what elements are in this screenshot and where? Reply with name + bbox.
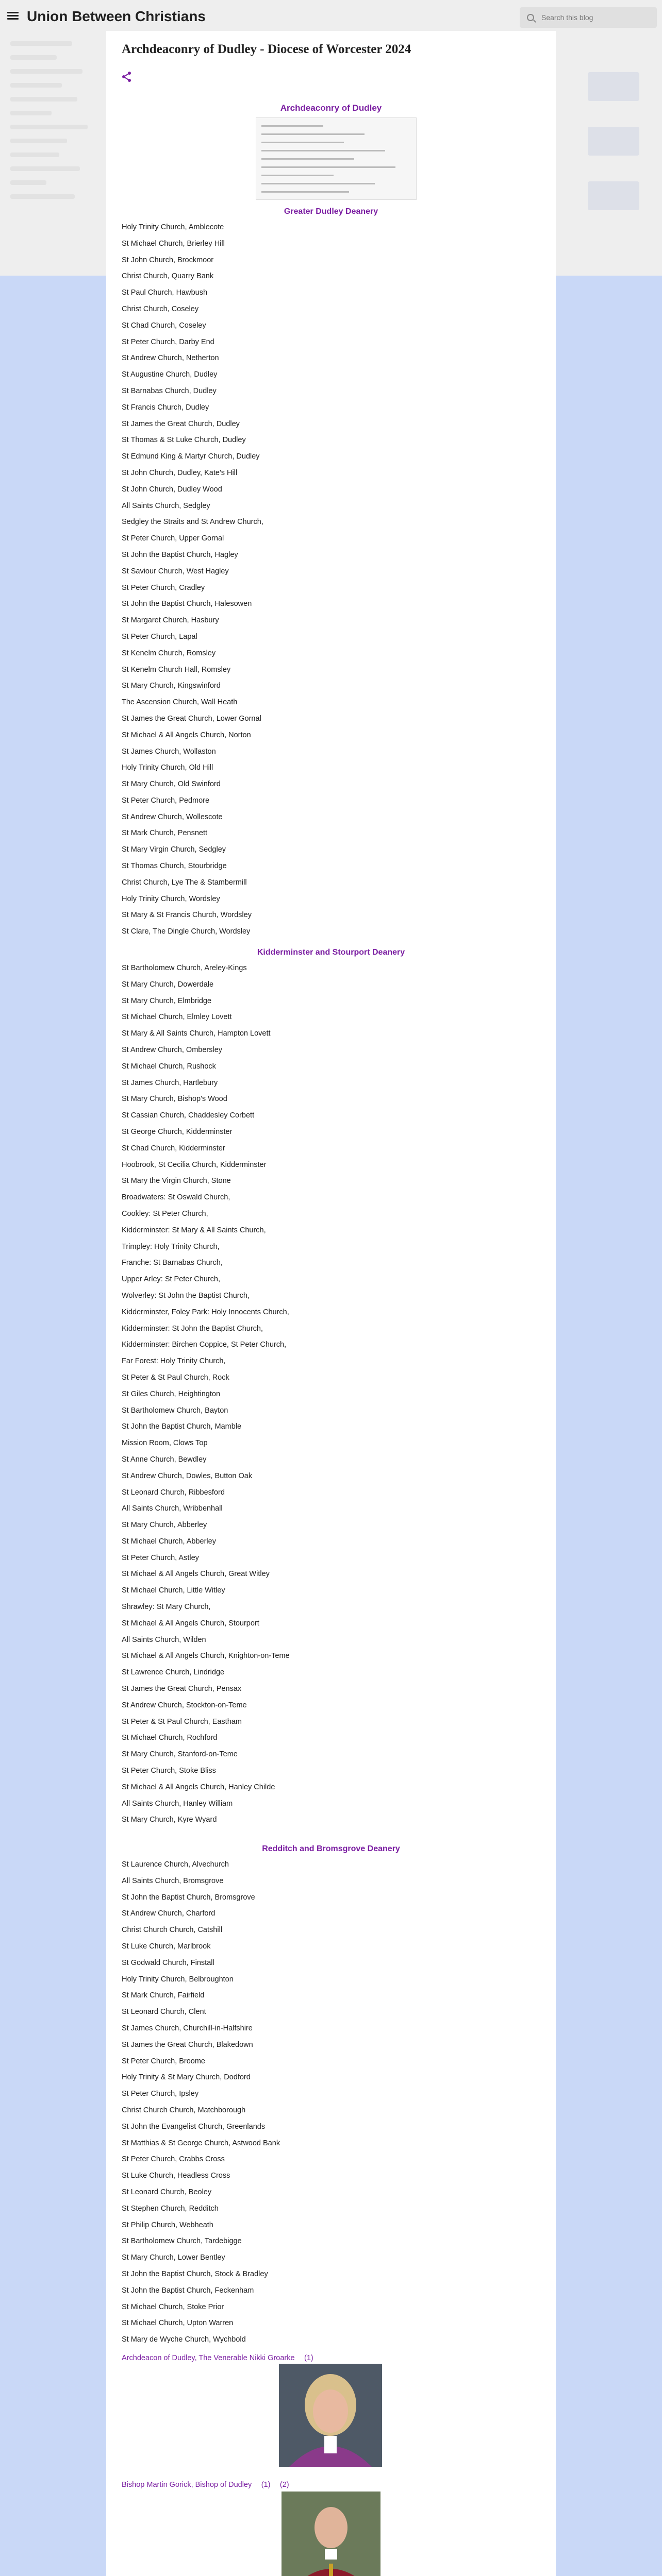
church-list-item: St Stephen Church, Redditch bbox=[122, 2204, 219, 2213]
share-icon[interactable] bbox=[122, 71, 132, 82]
church-list-item: St Luke Church, Marlbrook bbox=[122, 1942, 211, 1951]
church-list-item: St Mark Church, Fairfield bbox=[122, 1991, 205, 2000]
church-list-item: All Saints Church, Hanley William bbox=[122, 1799, 233, 1808]
church-list-item: St Cassian Church, Chaddesley Corbett bbox=[122, 1111, 255, 1120]
church-list-item: St Peter Church, Ipsley bbox=[122, 2090, 199, 2098]
bishop-link[interactable]: Bishop Martin Gorick, Bishop of Dudley bbox=[122, 2481, 252, 2489]
bishop-ref-2[interactable]: (2) bbox=[279, 2481, 289, 2489]
church-list-item: Broadwaters: St Oswald Church, bbox=[122, 1193, 230, 1202]
search-input[interactable] bbox=[541, 13, 644, 22]
church-list-item: St Michael Church, Rochford bbox=[122, 1734, 218, 1742]
church-list-item: St James the Great Church, Lower Gornal bbox=[122, 714, 261, 723]
church-list-item: St Thomas & St Luke Church, Dudley bbox=[122, 436, 246, 445]
church-list-item: Kidderminster: St John the Baptist Church, bbox=[122, 1324, 263, 1333]
church-list-item: Wolverley: St John the Baptist Church, bbox=[122, 1291, 250, 1300]
church-list-item: St Kenelm Church Hall, Romsley bbox=[122, 665, 231, 674]
church-list-item: St Michael Church, Elmley Lovett bbox=[122, 1013, 232, 1022]
church-list-item: St Mary Virgin Church, Sedgley bbox=[122, 845, 226, 854]
church-list-item: Hoobrook, St Cecilia Church, Kidderminster bbox=[122, 1160, 267, 1169]
church-list-item: St Peter Church, Astley bbox=[122, 1553, 199, 1562]
archdeacon-link-row bbox=[122, 2353, 313, 2363]
church-list-item: St Peter Church, Lapal bbox=[122, 632, 197, 641]
church-list-item: St Lawrence Church, Lindridge bbox=[122, 1668, 225, 1677]
church-list-item: Kidderminster, Foley Park: Holy Innocents Church, bbox=[122, 1308, 289, 1316]
church-list-item: St John the Baptist Church, Stock & Bradley bbox=[122, 2269, 268, 2278]
church-list-item: St Luke Church, Headless Cross bbox=[122, 2172, 230, 2180]
church-list-item: St Mary the Virgin Church, Stone bbox=[122, 1177, 231, 1185]
church-list-item: Christ Church Church, Matchborough bbox=[122, 2106, 246, 2114]
deanery-heading-redditch: Redditch and Bromsgrove Deanery bbox=[262, 1844, 400, 1853]
church-list-item: St Andrew Church, Dowles, Button Oak bbox=[122, 1471, 253, 1480]
church-list-item: St Matthias & St George Church, Astwood Bank bbox=[122, 2139, 280, 2147]
bishop-ref-1[interactable]: (1) bbox=[261, 2481, 271, 2489]
church-list-item: St Michael & All Angels Church, Great Witley bbox=[122, 1570, 270, 1579]
church-list-item: St Michael Church, Stoke Prior bbox=[122, 2302, 224, 2311]
church-list-item: St Margaret Church, Hasbury bbox=[122, 616, 219, 625]
church-list-item: St Andrew Church, Netherton bbox=[122, 354, 219, 363]
church-list-item: St Giles Church, Heightington bbox=[122, 1389, 221, 1398]
church-list-item: St Peter Church, Cradley bbox=[122, 583, 205, 592]
church-list-item: St Michael & All Angels Church, Knighton-on-Teme bbox=[122, 1652, 290, 1660]
church-list-item: St Mary Church, Bishop's Wood bbox=[122, 1095, 227, 1104]
church-list-item: Sedgley the Straits and St Andrew Church, bbox=[122, 518, 263, 527]
church-list-item: St John Church, Brockmoor bbox=[122, 256, 214, 264]
church-list-item: St James Church, Hartlebury bbox=[122, 1078, 218, 1087]
church-list-item: St Michael & All Angels Church, Hanley Childe bbox=[122, 1783, 275, 1791]
church-list-item: St Philip Church, Webheath bbox=[122, 2221, 213, 2229]
church-list-item: St Mark Church, Pensnett bbox=[122, 829, 208, 838]
church-list-item: St John Church, Dudley, Kate's Hill bbox=[122, 468, 238, 477]
church-list-item: St Anne Church, Bewdley bbox=[122, 1455, 207, 1464]
church-list-item: St John the Baptist Church, Mamble bbox=[122, 1422, 242, 1431]
church-list-item: St Michael & All Angels Church, Norton bbox=[122, 731, 251, 739]
church-list-item: Christ Church, Quarry Bank bbox=[122, 272, 214, 281]
church-list-item: St Chad Church, Coseley bbox=[122, 321, 206, 330]
church-list-kidderminster bbox=[122, 960, 290, 1828]
church-list-item: St Mary de Wyche Church, Wychbold bbox=[122, 2335, 246, 2344]
church-list-item: All Saints Church, Wribbenhall bbox=[122, 1504, 223, 1513]
church-list-item: St John Church, Dudley Wood bbox=[122, 485, 222, 494]
church-list-item: Far Forest: Holy Trinity Church, bbox=[122, 1357, 226, 1366]
blurred-sidebar-nav bbox=[10, 41, 98, 247]
church-list-item: Holy Trinity & St Mary Church, Dodford bbox=[122, 2073, 251, 2082]
church-list-item: St Andrew Church, Stockton-on-Teme bbox=[122, 1701, 247, 1709]
bishop-link-row bbox=[122, 2480, 289, 2489]
church-list-item: St James Church, Churchill-in-Halfshire bbox=[122, 2024, 253, 2032]
church-list-item: Cookley: St Peter Church, bbox=[122, 1209, 208, 1218]
church-list-item: Upper Arley: St Peter Church, bbox=[122, 1275, 220, 1284]
church-list-item: St Barnabas Church, Dudley bbox=[122, 386, 217, 395]
church-list-item: St Francis Church, Dudley bbox=[122, 403, 209, 412]
church-list-item: St John the Baptist Church, Bromsgrove bbox=[122, 1893, 255, 1902]
church-list-item: St Michael Church, Rushock bbox=[122, 1062, 216, 1071]
church-list-item: St James the Great Church, Dudley bbox=[122, 419, 240, 428]
search-icon[interactable] bbox=[527, 14, 534, 21]
church-list-item: St Peter & St Paul Church, Eastham bbox=[122, 1717, 242, 1726]
church-list-item: St Bartholomew Church, Tardebigge bbox=[122, 2237, 242, 2246]
hamburger-menu-icon[interactable] bbox=[7, 10, 19, 22]
church-list-item: St Peter Church, Stoke Bliss bbox=[122, 1767, 216, 1775]
church-list-item: St Michael Church, Brierley Hill bbox=[122, 239, 225, 248]
church-list-item: St Clare, The Dingle Church, Wordsley bbox=[122, 927, 251, 936]
blog-title[interactable]: Union Between Christians bbox=[27, 8, 206, 24]
church-list-item: St Leonard Church, Beoley bbox=[122, 2188, 212, 2196]
archdeacon-portrait[interactable] bbox=[279, 2364, 382, 2467]
church-list-greater-dudley bbox=[122, 219, 263, 940]
section-heading: Archdeaconry of Dudley bbox=[280, 103, 382, 113]
church-list-item: St Leonard Church, Ribbesford bbox=[122, 1488, 225, 1497]
church-list-item: St Mary Church, Old Swinford bbox=[122, 780, 221, 789]
church-list-item: St Peter Church, Broome bbox=[122, 2057, 205, 2065]
church-list-item: Holy Trinity Church, Old Hill bbox=[122, 764, 213, 772]
church-list-item: Kidderminster: Birchen Coppice, St Peter Church, bbox=[122, 1341, 287, 1349]
church-list-item: St Kenelm Church, Romsley bbox=[122, 649, 216, 657]
church-list-item: St Mary Church, Lower Bentley bbox=[122, 2253, 225, 2262]
church-list-item: Mission Room, Clows Top bbox=[122, 1439, 208, 1448]
church-list-item: St Peter Church, Pedmore bbox=[122, 796, 210, 805]
search-box[interactable] bbox=[520, 7, 657, 28]
church-list-item: St Bartholomew Church, Bayton bbox=[122, 1406, 228, 1415]
church-list-item: All Saints Church, Wilden bbox=[122, 1635, 206, 1644]
church-list-item: St Bartholomew Church, Areley-Kings bbox=[122, 964, 247, 972]
church-list-item: St Mary & St Francis Church, Wordsley bbox=[122, 911, 252, 920]
church-list-item: St James Church, Wollaston bbox=[122, 747, 216, 756]
archdeaconry-map-image[interactable] bbox=[256, 117, 417, 200]
church-list-item: The Ascension Church, Wall Heath bbox=[122, 698, 238, 707]
church-list-item: Trimpley: Holy Trinity Church, bbox=[122, 1242, 220, 1251]
church-list-item: All Saints Church, Sedgley bbox=[122, 501, 210, 510]
church-list-item: Franche: St Barnabas Church, bbox=[122, 1259, 223, 1267]
church-list-item: St Michael Church, Upton Warren bbox=[122, 2319, 234, 2328]
church-list-item: St Mary Church, Dowerdale bbox=[122, 980, 214, 989]
church-list-item: Holy Trinity Church, Wordsley bbox=[122, 894, 220, 903]
bishop-portrait[interactable] bbox=[282, 2492, 380, 2576]
church-list-item: Christ Church Church, Catshill bbox=[122, 1926, 223, 1935]
church-list-item: St John the Evangelist Church, Greenlands bbox=[122, 2122, 266, 2131]
deanery-heading-kidderminster: Kidderminster and Stourport Deanery bbox=[257, 948, 405, 957]
church-list-item: St Godwald Church, Finstall bbox=[122, 1958, 214, 1967]
church-list-item: St John the Baptist Church, Feckenham bbox=[122, 2286, 254, 2295]
church-list-item: Christ Church, Coseley bbox=[122, 304, 199, 313]
church-list-item: St John the Baptist Church, Hagley bbox=[122, 550, 238, 559]
church-list-item: Holy Trinity Church, Belbroughton bbox=[122, 1975, 234, 1984]
archdeacon-ref-1[interactable]: (1) bbox=[304, 2354, 313, 2362]
church-list-item: St Edmund King & Martyr Church, Dudley bbox=[122, 452, 260, 461]
church-list-item: St Andrew Church, Wollescote bbox=[122, 812, 223, 821]
church-list-item: St Laurence Church, Alvechurch bbox=[122, 1860, 229, 1869]
church-list-item: All Saints Church, Bromsgrove bbox=[122, 1876, 224, 1885]
church-list-item: St Leonard Church, Clent bbox=[122, 2008, 206, 2016]
church-list-item: St Andrew Church, Charford bbox=[122, 1909, 216, 1918]
church-list-item: St John the Baptist Church, Halesowen bbox=[122, 600, 252, 608]
church-list-item: Holy Trinity Church, Amblecote bbox=[122, 223, 224, 231]
church-list-item: St Mary Church, Abberley bbox=[122, 1521, 207, 1530]
church-list-item: Christ Church, Lye The & Stambermill bbox=[122, 878, 247, 887]
church-list-item: St Mary Church, Elmbridge bbox=[122, 996, 212, 1005]
church-list-item: St Peter Church, Crabbs Cross bbox=[122, 2155, 225, 2164]
church-list-item: St Peter & St Paul Church, Rock bbox=[122, 1373, 229, 1382]
church-list-item: St Michael Church, Little Witley bbox=[122, 1586, 225, 1595]
church-list-item: St Mary Church, Kingswinford bbox=[122, 682, 221, 690]
church-list-item: St Saviour Church, West Hagley bbox=[122, 567, 229, 575]
church-list-item: St Peter Church, Darby End bbox=[122, 337, 214, 346]
church-list-item: St Mary Church, Stanford-on-Teme bbox=[122, 1750, 238, 1759]
post-card bbox=[106, 31, 556, 2576]
church-list-item: Kidderminster: St Mary & All Saints Church, bbox=[122, 1226, 266, 1234]
archdeacon-link[interactable]: Archdeacon of Dudley, The Venerable Nikki Groarke bbox=[122, 2354, 295, 2362]
church-list-item: St Mary Church, Kyre Wyard bbox=[122, 1816, 217, 1824]
church-list-item: St Paul Church, Hawbush bbox=[122, 289, 208, 297]
deanery-heading-greater-dudley: Greater Dudley Deanery bbox=[284, 207, 378, 216]
church-list-item: St Michael Church, Abberley bbox=[122, 1537, 216, 1546]
church-list-redditch bbox=[122, 1857, 280, 2348]
church-list-item: St James the Great Church, Pensax bbox=[122, 1685, 242, 1693]
church-list-item: St Michael & All Angels Church, Stourport bbox=[122, 1619, 259, 1628]
church-list-item: St Thomas Church, Stourbridge bbox=[122, 862, 227, 871]
church-list-item: Shrawley: St Mary Church, bbox=[122, 1603, 211, 1612]
church-list-item: St Mary & All Saints Church, Hampton Lovett bbox=[122, 1029, 271, 1038]
blog-header bbox=[0, 0, 662, 35]
church-list-item: St Peter Church, Upper Gornal bbox=[122, 534, 224, 543]
post-title: Archdeaconry of Dudley - Diocese of Worcester 2024 bbox=[122, 42, 411, 56]
church-list-item: St Andrew Church, Ombersley bbox=[122, 1045, 223, 1054]
blurred-right-widgets bbox=[577, 72, 650, 236]
church-list-item: St Chad Church, Kidderminster bbox=[122, 1144, 225, 1153]
church-list-item: St George Church, Kidderminster bbox=[122, 1127, 233, 1136]
church-list-item: St Augustine Church, Dudley bbox=[122, 370, 218, 379]
church-list-item: St James the Great Church, Blakedown bbox=[122, 2040, 253, 2049]
